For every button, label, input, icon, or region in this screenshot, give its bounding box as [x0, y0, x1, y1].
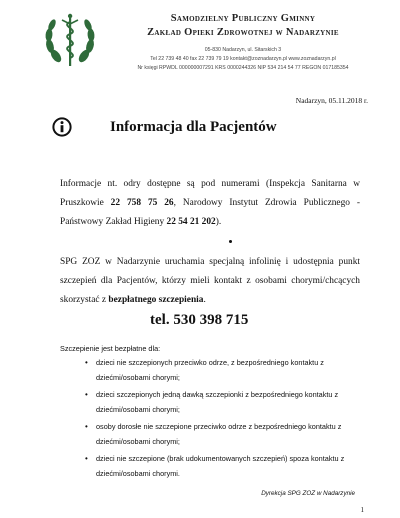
- document-date: Nadarzyn, 05.11.2018 r.: [295, 96, 368, 105]
- paragraph2-text-a: SPG ZOZ w Nadarzynie uruchamia specjalną infolinię i udostępnia punkt szczepień dla Pacjentów, którzy mieli kontakt z osobami chorymi/chcących skorzystać z: [60, 257, 360, 305]
- org-name-line1: Samodzielny Publiczny Gminny: [170, 13, 316, 24]
- measles-info-paragraph: [60, 175, 360, 232]
- eligibility-list: [88, 356, 366, 484]
- paragraph1-text-c: ).: [215, 217, 222, 227]
- org-contact: Tel 22 739 48 40 fax 22 739 79 19 kontakt@zoznadarzyn.pl www.zoznadarzyn.pl: [150, 56, 336, 62]
- paragraph1-text-a: Informacje nt. odry dostępne są pod numerami (Inspekcja Sanitarna w Pruszkowie: [60, 179, 360, 208]
- nizp-phone: 22 54 21 202: [166, 217, 216, 227]
- page-number: 1: [360, 506, 364, 514]
- caduceus-logo-icon: [40, 12, 100, 70]
- page-title: Informacja dla Pacjentów: [110, 119, 277, 135]
- list-item: • osoby dorosłe nie szczepione przeciwko odrze z bezpośredniego kontaktu z dziećmi/osobami chorymi;: [88, 420, 366, 449]
- info-icon: [52, 117, 72, 137]
- hotline-phone: tel. 530 398 715: [150, 312, 249, 328]
- free-vaccination-emphasis: bezpłatnego szczepienia: [108, 295, 204, 305]
- hotline-paragraph: [60, 253, 360, 310]
- org-registry: Nr księgi RPWDL 000000007291 KRS 0000244326 NIP 534 214 54 77 REGON 017185354: [137, 65, 349, 71]
- stray-dot: [229, 240, 232, 243]
- signature: Dyrekcja SPG ZOZ w Nadarzynie: [261, 490, 355, 497]
- sanitary-inspection-phone: 22 758 75 26: [110, 198, 174, 208]
- list-item: • dzieci nie szczepionych przeciwko odrze, z bezpośredniego kontaktu z dziećmi/osobami chorymi;: [88, 356, 366, 385]
- org-address: 05-830 Nadarzyn, ul. Sitarskich 3: [204, 47, 282, 53]
- list-lead: Szczepienie jest bezpłatne dla:: [60, 344, 161, 353]
- org-name-line2: Zakład Opieki Zdrowotnej w Nadarzynie: [147, 27, 339, 38]
- paragraph1-text-b: , Narodowy Instytut Zdrowia Publicznego - Państwowy Zakład Higieny: [60, 198, 361, 227]
- paragraph2-text-b: .: [203, 295, 206, 305]
- list-item: • dzieci nie szczepione (brak udokumentowanych szczepień) spoza kontaktu z dziećmi/osobami chorymi.: [88, 452, 366, 481]
- list-item: • dzieci szczepionych jedną dawką szczepionki z bezpośredniego kontaktu z dziećmi/osobami chorymi;: [88, 388, 366, 417]
